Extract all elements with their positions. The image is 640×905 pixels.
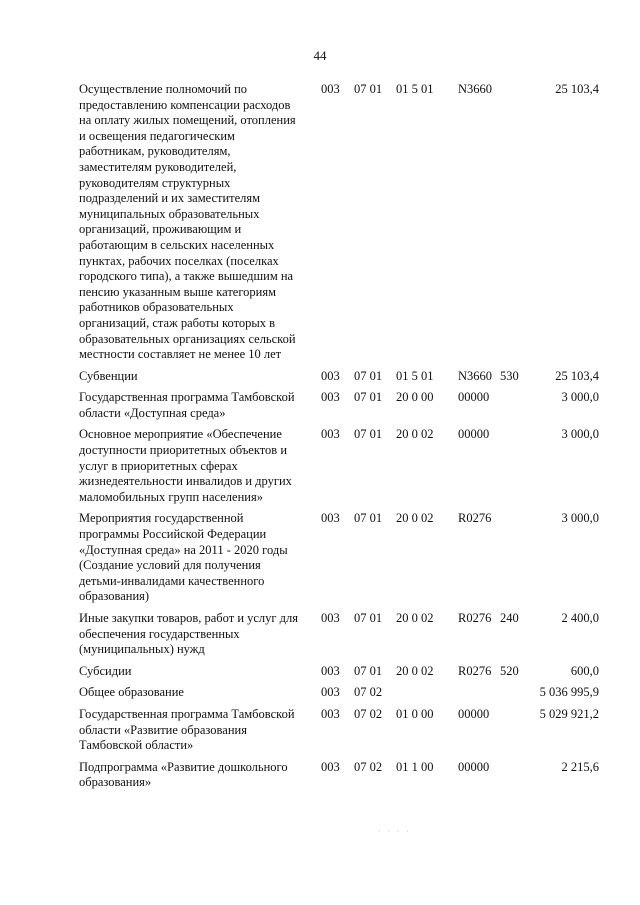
section-code: 07 01	[354, 511, 383, 526]
table-row	[79, 611, 609, 658]
budget-table	[79, 82, 609, 797]
scan-artifact: · · · ·	[378, 826, 411, 836]
row-name: Субвенции	[79, 368, 138, 383]
row-name: Субсидии	[79, 663, 132, 678]
row-name: Общее образование	[79, 685, 184, 700]
table-row	[79, 760, 609, 791]
ministry-code: 003	[321, 82, 340, 96]
ministry-code: 003	[321, 390, 340, 405]
expense-type-code: 520	[500, 663, 519, 678]
program-code: 01 5 01	[396, 368, 434, 383]
direction-code: 00000	[458, 390, 490, 405]
amount: 3 000,0	[561, 427, 599, 442]
section-code: 07 01	[354, 427, 383, 442]
direction-code: R0276	[458, 663, 492, 678]
ministry-code: 003	[321, 663, 340, 678]
section-code: 07 02	[354, 685, 383, 700]
ministry-code: 003	[321, 368, 340, 383]
ministry-code: 003	[321, 611, 340, 625]
program-code: 20 0 02	[396, 511, 434, 526]
row-name: Иные закупки товаров, работ и услуг для обеспечения государственных (муниципальных) нужд	[79, 611, 299, 657]
amount: 3 000,0	[561, 390, 599, 405]
direction-code: N3660	[458, 82, 493, 96]
table-row	[79, 664, 609, 680]
row-name: Основное мероприятие «Обеспечение доступности приоритетных объектов и услуг в приоритетных сферах жизнедеятельности инвалидов и других маломобильных групп населения»	[79, 427, 292, 504]
ministry-code: 003	[321, 427, 340, 442]
program-code: 01 1 00	[396, 759, 434, 774]
amount: 5 029 921,2	[539, 706, 599, 721]
amount: 25 103,4	[555, 82, 599, 96]
section-code: 07 01	[354, 611, 383, 625]
table-row	[79, 390, 609, 421]
row-name: Подпрограмма «Развитие дошкольного образования»	[79, 759, 288, 790]
program-code: 20 0 02	[396, 427, 434, 442]
section-code: 07 02	[354, 706, 383, 721]
table-row	[79, 707, 609, 754]
table-row	[79, 511, 609, 605]
amount: 3 000,0	[561, 511, 599, 526]
section-code: 07 01	[354, 390, 383, 405]
section-code: 07 02	[354, 759, 383, 774]
direction-code: R0276	[458, 611, 492, 625]
section-code: 07 01	[354, 368, 383, 383]
program-code: 01 5 01	[396, 82, 434, 96]
expense-type-code: 240	[500, 611, 519, 625]
direction-code: 00000	[458, 759, 490, 774]
page-number: 44	[313, 48, 327, 63]
ministry-code: 003	[321, 685, 340, 700]
program-code: 01 0 00	[396, 706, 434, 721]
direction-code: 00000	[458, 706, 490, 721]
row-name: Государственная программа Тамбовской области «Доступная среда»	[79, 390, 295, 420]
row-name: Осуществление полномочий по предоставлению компенсации расходов на оплату жилых помещений, отопления и освещения педагогическим работникам, руководителям, заместителям руководителей, руководителям структурных подразделений и их заместителям муниципальных образовательных организаций, проживающим и работающим в сельских населенных пунктах, рабочих поселках (поселках городского типа), а также вышедшим на пенсию указанным выше категориям работников образовательных организаций, стаж работы которых в образовательных организациях сельской местности составляет не менее 10 лет	[79, 82, 296, 362]
table-row	[79, 369, 609, 385]
section-code: 07 01	[354, 663, 383, 678]
amount: 2 215,6	[561, 759, 599, 774]
direction-code: 00000	[458, 427, 490, 442]
ministry-code: 003	[321, 511, 340, 526]
row-name: Государственная программа Тамбовской области «Развитие образования Тамбовской области»	[79, 706, 295, 753]
direction-code: N3660	[458, 368, 493, 383]
table-row	[79, 685, 609, 701]
amount: 2 400,0	[561, 611, 599, 625]
amount: 600,0	[570, 663, 599, 678]
row-name: Мероприятия государственной программы Российской Федерации «Доступная среда» на 2011 - 2020 годы (Создание условий для получения детьми-инвалидами качественного образования)	[79, 511, 288, 604]
ministry-code: 003	[321, 759, 340, 774]
program-code: 20 0 02	[396, 663, 434, 678]
program-code: 20 0 02	[396, 611, 434, 625]
amount: 25 103,4	[555, 368, 599, 383]
direction-code: R0276	[458, 511, 492, 526]
table-row	[79, 427, 609, 505]
table-row	[79, 82, 609, 363]
amount: 5 036 995,9	[539, 685, 599, 700]
expense-type-code: 530	[500, 368, 519, 383]
program-code: 20 0 00	[396, 390, 434, 405]
section-code: 07 01	[354, 82, 383, 96]
ministry-code: 003	[321, 706, 340, 721]
